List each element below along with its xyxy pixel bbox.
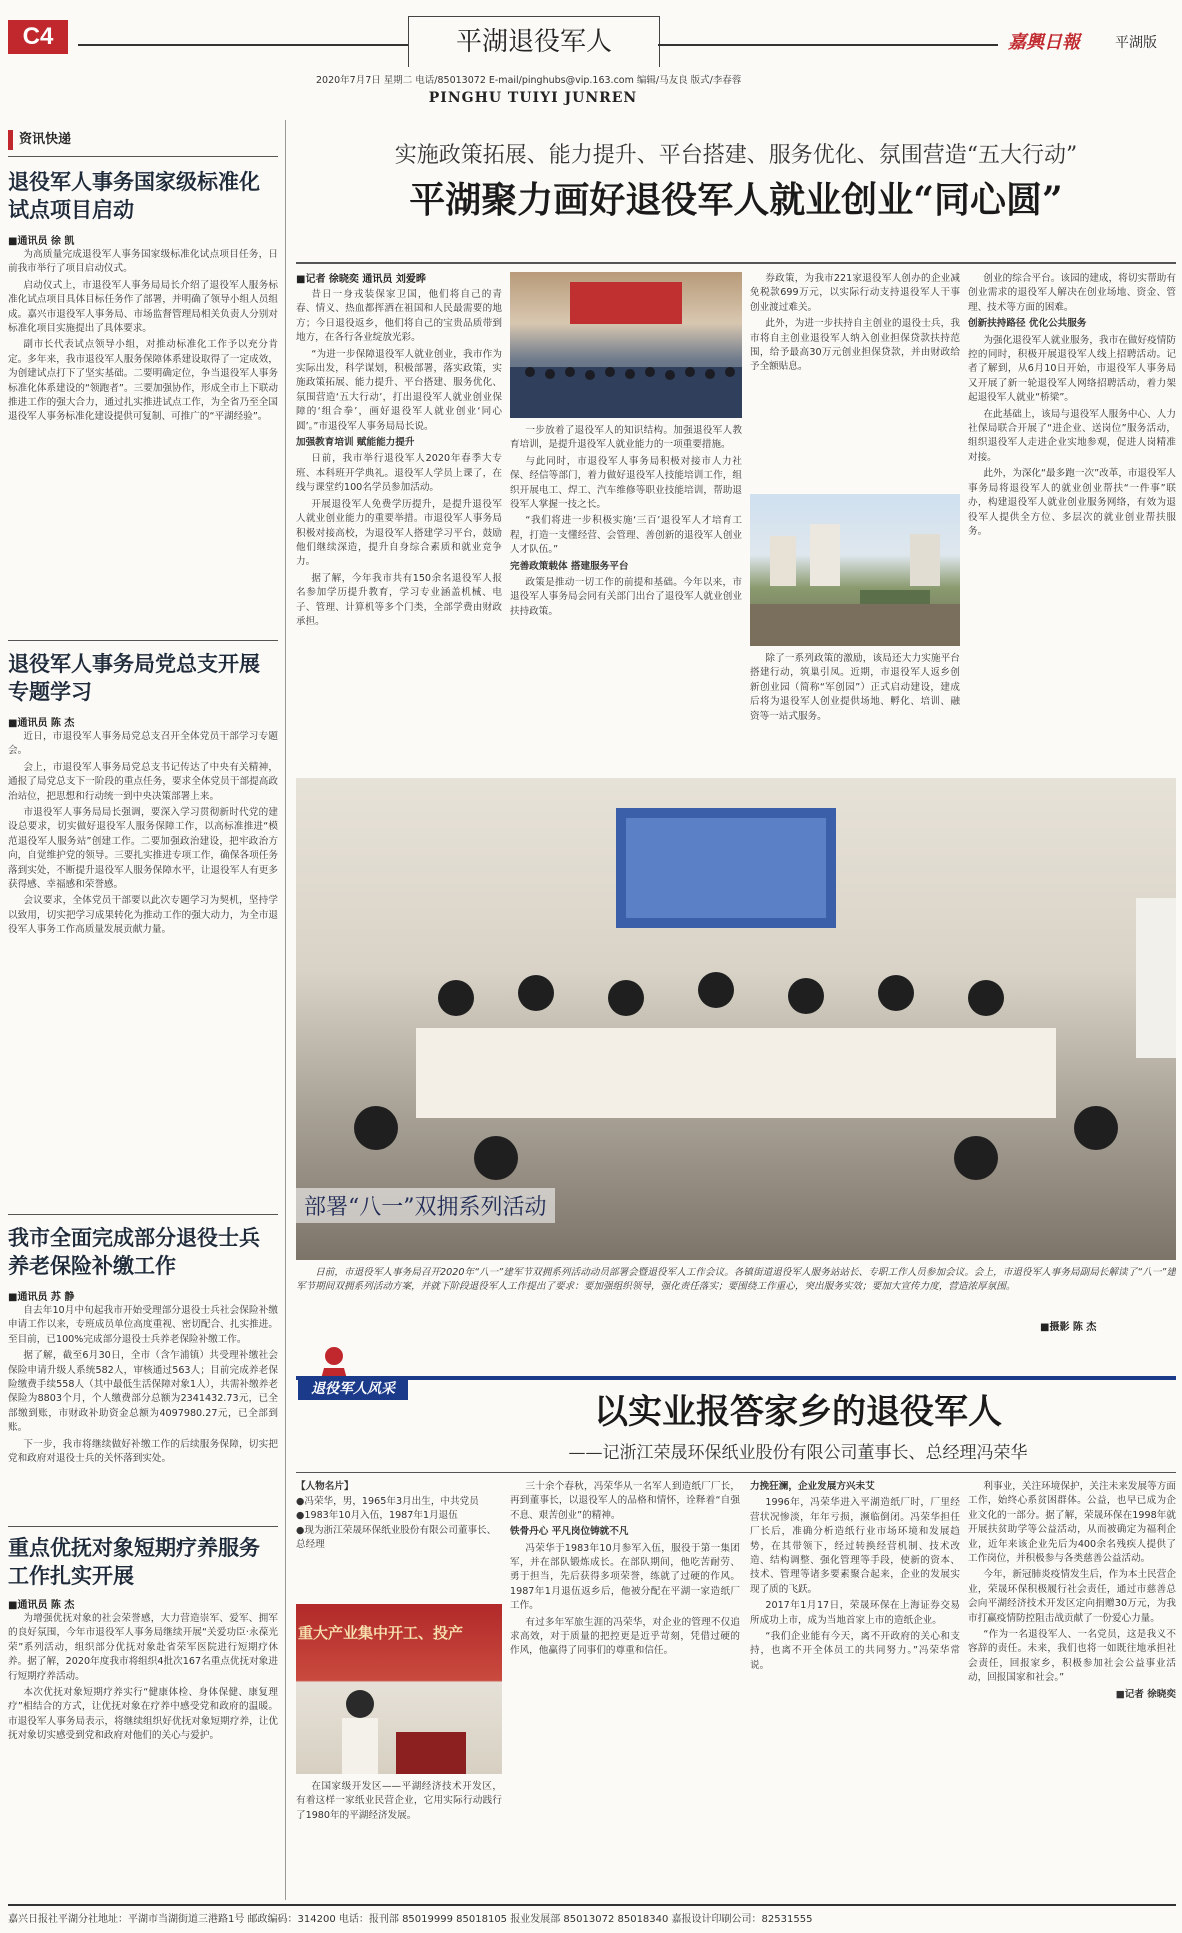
main-paragraph: 此外，为深化“最多跑一次”改革，市退役军人事务局将退役军人的就业创业帮扶“一件事”联办，构建退役军人就业创业服务网络，有效为退役军人提供全方位、多层次的就业创业帮扶服务。: [968, 468, 1176, 537]
main-paragraph: 券政策，为我市221家退役军人创办的企业减免税款699万元，以实际行动支持退役军人干事创业渡过难关。: [750, 273, 960, 313]
main-paragraph: 日前，我市举行退役军人2020年春季大专班、本科班开学典礼。退役军人学员上课了，在线与课堂约100名学员参加活动。: [296, 453, 502, 494]
news1-paragraph: 启动仪式上，市退役军人事务局局长介绍了退役军人服务标准化试点项目具体目标任务作了部署，并明确了领导小组人员组成。嘉兴市退役军人事务局、市场监督管理局相关负责人分别对标准化项目实施提出了具体要求。: [8, 279, 278, 335]
main-paragraph: 开展退役军人免费学历提升，是提升退役军人就业创业能力的重要举措。市退役军人事务局积极对接高校，为退役军人搭建学习平台，鼓励他们继续深造，提升自身综合素质和就业竞争力。: [296, 498, 502, 568]
profile-portrait-photo: [296, 1604, 502, 1774]
news4-title: 重点优抚对象短期疗养服务工作扎实开展: [8, 1535, 260, 1588]
profile-paragraph: “我们企业能有今天，离不开政府的关心和支持，也离不开全体员工的共同努力。”冯荣华常说。: [750, 1631, 960, 1671]
profile-tag-bar: [296, 1376, 1176, 1380]
bio-card: [296, 1480, 502, 1600]
profile-byline: ■记者 徐晓奕: [1115, 1688, 1176, 1700]
main-col-1: [296, 288, 502, 770]
profile-paragraph: 三十余个春秋，冯荣华从一名军人到造纸厂厂长，再到董事长，以退役军人的品格和情怀，诠释着“自强不息、艰苦创业”的精神。: [510, 1481, 740, 1521]
divider: [8, 1214, 278, 1215]
meeting-photo-graphic: [510, 272, 742, 418]
main-subhead: 加强教育培训 赋能能力提升: [296, 437, 415, 449]
news2-paragraph: 市退役军人事务局局长强调，要深入学习贯彻新时代党的建设总要求，切实做好退役军人服务保障工作，以高标准推进“模范退役军人服务站”创建工作。二要加强政治建设，把牢政治方向，自觉维护党的领导。三要扎实推进专项工作，确保各项任务落到实处，不断提升退役军人服务保障水平，让退役军人有更多获得感、幸福感和荣誉感。: [8, 807, 278, 891]
news-tag: 资讯快递: [8, 130, 91, 150]
main-col-4: [750, 272, 960, 490]
news2-paragraph: 会上，市退役军人事务局党总支书记传达了中央有关精神，通报了局党总支下一阶段的重点任务，要求全体党员干部提高政治站位，把思想和行动统一到中央决策部署上来。: [8, 761, 278, 802]
divider: [8, 156, 278, 157]
news3-byline: ■通讯员 苏 静: [8, 1292, 75, 1303]
profile-paragraph: 冯荣华于1983年10月参军入伍，服役于第一集团军，并在部队锻炼成长。在部队期间，他吃苦耐劳、勇于担当，先后获得多项荣誉，练就了过硬的作风。1987年1月退伍返乡后，他被分配在平湖一家造纸厂工作。: [510, 1542, 740, 1612]
date-line: 2020年7月7日 星期二 电话/85013072 E-mail/pinghubs@vip.163.com 编辑/马友良 版式/李春蓉: [316, 75, 742, 86]
footer-rule: [8, 1904, 1176, 1906]
profile-subhead: 力挽狂澜，企业发展方兴未艾: [750, 1481, 875, 1492]
main-paragraph: “为进一步保障退役军人就业创业，我市作为实际出发，科学谋划，积极部署，落实政策，实施政策拓展、能力提升、平台搭建、服务优化、氛围营造‘五大行动’，打出退役军人就业创业保障的‘组合拳’，画好退役军人就业创业‘同心圆’。”市退役军人事务局局长说。: [296, 348, 502, 432]
profile-caption-text: 在国家级开发区——平湖经济技术开发区，有着这样一家纸业民营企业，它用实际行动践行了1980年的平湖经济发展。: [296, 1781, 502, 1821]
bio-label: 【人物名片】: [296, 1481, 354, 1492]
pinyin-line: PINGHU TUIYI JUNREN: [428, 90, 638, 106]
edition-label: 平湖版: [1115, 35, 1157, 51]
news4-paragraph: 为增强优抚对象的社会荣誉感，大力营造崇军、爱军、拥军的良好氛围，今年市退役军人事务局继续开展“关爱功臣·永葆光荣”系列活动，组织部分优抚对象赴省荣军医院进行短期疗休养。据了解，2020年度我市将组织4批次167名重点优抚对象进行短期疗养活动。: [8, 1613, 278, 1682]
news2-body: [8, 730, 278, 1208]
news3-paragraph: 自去年10月中旬起我市开始受理部分退役士兵社会保险补缴申请工作以来，专班成员单位高度重视、密切配合、扎实推进。至目前，已100%完成部分退役士兵养老保险补缴工作。: [8, 1305, 278, 1345]
bio-item: ●1983年10月入伍，1987年1月退伍: [296, 1510, 458, 1522]
footer-text: 嘉兴日报社平湖分社地址：平湖市当湖街道三港路1号 邮政编码：314200 电话：报刊部 85019999 85018105 报业发展部 85013072 85018340 嘉报设计印刷公司：82531555: [8, 1914, 813, 1925]
news1-byline: ■通讯员 徐 凯: [8, 236, 75, 247]
divider: [296, 1472, 1176, 1473]
main-byline: ■记者 徐晓奕 通讯员 刘爱晔: [296, 274, 426, 285]
construction-site-graphic: [750, 494, 960, 646]
main-headline: 平湖聚力画好退役军人就业创业“同心圆”: [409, 179, 1063, 221]
bayi-meeting-photo: [296, 778, 1176, 1260]
header-left-rule: [78, 44, 408, 46]
photo-banner-text: 重大产业集中开工、投产: [298, 1624, 464, 1642]
main-paragraph: 一步放着了退役军人的知识结构。加强退役军人教育培训，是提升退役军人就业能力的一项重要措施。: [510, 425, 742, 451]
news1-paragraph: 副市长代表试点领导小组，对推动标准化工作予以充分肯定。多年来，我市退役军人服务保障体系建设取得了一定成效，为创建试点打下了坚实基础。二要明确定位，争当退役军人事务标准化体系建设的“领跑者”。三要加强协作，形成全市上下联动推进工作的强大合力，通过扎实推进试点工作，为全省乃至全国退役军人事务标准化建设提供可复制、可推广的“平湖经验”。: [8, 339, 278, 423]
news2-byline: ■通讯员 陈 杰: [8, 718, 75, 729]
profile-col-1: [510, 1480, 740, 1896]
main-col-5: [968, 272, 1176, 770]
photo-overlay-title: 部署“八一”双拥系列活动: [296, 1188, 555, 1223]
news3-body: [8, 1304, 278, 1520]
profile-subhead: 铁骨丹心 平凡岗位铸就不凡: [510, 1526, 629, 1538]
profile-section-tag: 退役军人风采: [298, 1378, 408, 1400]
main-paragraph: 昔日一身戎装保家卫国，他们将自己的青春、情义、热血都挥洒在祖国和人民最需要的地方；今日退役返乡，他们将自己的宝贵品质带到地方，在各行各业绽放光彩。: [296, 289, 502, 344]
profile-paragraph: 有过多年军旅生涯的冯荣华，对企业的管理不仅追求高效，对于质量的把控更是近乎苛刻，凭借过硬的作风，他赢得了同事们的尊重和信任。: [510, 1616, 740, 1657]
news2-paragraph: 近日，市退役军人事务局党总支召开全体党员干部学习专题会。: [8, 731, 278, 757]
page-code-badge: C4: [8, 20, 68, 54]
photo-caption-text: 日前，市退役军人事务局召开2020年“八一”建军节双拥系列活动动员部署会暨退役军人工作会议。各镇街道退役军人服务站站长、专职工作人员参加会议。会上，市退役军人事务局副局长解读了“八一”建军节期间双拥系列活动方案，并就下阶段退役军人工作提出了要求：要加强组织领导，强化责任落实；要围绕工作重心，突出服务实效；要加大宣传力度，营造浓厚氛围。: [296, 1267, 1176, 1292]
main-paragraph: 除了一系列政策的激励，该局还大力实施平台搭建行动，筑巢引凤。近期，市退役军人返乡创新创业园（简称“军创园”）正式启动建设，建成后将为退役军人创业提供场地、孵化、培训、融资等一站式服务。: [750, 653, 960, 722]
main-paragraph: 为强化退役军人就业服务，我市在做好疫情防控的同时，积极开展退役军人线上招聘活动。记者了解到，从6月10日开始，市退役军人事务局又开展了新一轮退役军人网络招聘活动，着力架起退役军人就业“桥梁”。: [968, 334, 1176, 404]
main-paragraph: 政策是推动一切工作的前提和基础。今年以来，市退役军人事务局会同有关部门出台了退役军人就业创业扶持政策。: [510, 577, 742, 617]
main-subhead: 完善政策载体 搭建服务平台: [510, 560, 629, 572]
bio-item: ●冯荣华，男，1965年3月出生，中共党员: [296, 1495, 479, 1507]
main-paragraph: “我们将进一步积极实施‘三百’退役军人才培育工程，打造一支懂经营、会管理、善创新的退役军人创业人才队伍。”: [510, 515, 742, 556]
main-paragraph: 据了解，今年我市共有150余名退役军人报名参加学历提升教育，学习专业涵盖机械、电子、管理、计算机等多个门类，全部学费由财政承担。: [296, 572, 502, 627]
divider: [296, 262, 1176, 264]
news3-title: 我市全面完成部分退役士兵养老保险补缴工作: [8, 1225, 260, 1278]
profile-paragraph: 利事业，关注环境保护，关注未来发展等方面工作，始终心系贫困群体。公益，也早已成为企业文化的一部分。据了解，荣晟环保在1998年就开展扶贫助学等公益活动，从而被确定为福利企业，近年来该企业先后为400余名残疾人提供了工作岗位，并积极参与各类慈善公益活动。: [968, 1481, 1176, 1565]
divider: [8, 1526, 278, 1527]
paper-name: 嘉興日報: [1008, 32, 1080, 53]
profile-paragraph: 2017年1月17日，荣晟环保在上海证券交易所成功上市，成为当地首家上市的造纸企业。: [750, 1600, 960, 1626]
divider: [8, 640, 278, 641]
news4-paragraph: 本次优抚对象短期疗养实行“健康体检、身体保健、康复理疗”相结合的方式，让优抚对象在疗养中感受党和政府的温暖。市退役军人事务局表示，将继续组织好优抚对象短期疗养，让优抚对象切实感受到党和政府对他们的关心与爱护。: [8, 1687, 278, 1742]
photo-credit: ■摄影 陈 杰: [1040, 1322, 1097, 1333]
profile-paragraph: “作为一名退役军人、一名党员，这是我义不容辞的责任。未来，我们也将一如既往地承担社会责任，回报家乡，积极参加社会公益事业活动，回报国家和社会。”: [968, 1629, 1176, 1684]
news1-paragraph: 为高质量完成退役军人事务国家级标准化试点项目任务，日前我市举行了项目启动仪式。: [8, 249, 278, 275]
bayi-photo-caption: [296, 1266, 1176, 1312]
section-title: 平湖退役军人: [408, 16, 660, 67]
construction-site-photo: [750, 494, 960, 646]
main-paragraph: 与此同时，市退役军人事务局积极对接市人力社保、经信等部门，着力做好退役军人技能培训工作，组织开展电工、焊工、汽车维修等职业技能培训，帮助退役军人掌握一技之长。: [510, 455, 742, 511]
news3-paragraph: 据了解，截至6月30日，全市（含乍浦镇）共受理补缴社会保险申请升级人系统582人，审核通过563人；目前完成养老保险缴费手续558人（其中最低生活保障对象1人），共需补缴养老保险为8803个月，个人缴费部分总额为2341432.73元，已全部缴到账，市财政补助资金总额为4097980.27元，已全部到账。: [8, 1350, 278, 1434]
meeting-photo: [510, 272, 742, 418]
bio-item: ●现为浙江荣晟环保纸业股份有限公司董事长、总经理: [296, 1524, 497, 1551]
profile-subheadline: ——记浙江荣晟环保纸业股份有限公司董事长、总经理冯荣华: [568, 1443, 1028, 1463]
profile-col-3: [968, 1480, 1176, 1896]
profile-col-2: [750, 1480, 960, 1896]
news1-body: [8, 248, 278, 634]
header-right-rule: [658, 44, 998, 46]
column-separator: [285, 120, 286, 1900]
profile-paragraph: 1996年，冯荣华进入平湖造纸厂时，厂里经营状况惨淡，年年亏损，濒临倒闭。冯荣华担任厂长后，准确分析造纸行业市场环境和发展趋势，在其带领下，经过转换经营机制、技术改造、结构调整、强化管理等手段，使新的资本、技术、管理等诸多要素聚合起来，企业的发展实现了质的飞跃。: [750, 1497, 960, 1595]
main-paragraph: 此外，为进一步扶持自主创业的退役士兵，我市将自主创业退役军人纳入创业担保贷款扶持范围，给予最高30万元创业担保贷款，并由财政给予全额贴息。: [750, 318, 960, 373]
news1-title: 退役军人事务国家级标准化试点项目启动: [8, 169, 260, 222]
main-paragraph: 在此基础上，该局与退役军人服务中心、人力社保局联合开展了“进企业、送岗位”服务活动，组织退役军人走进企业实地参观，促进人岗精准对接。: [968, 408, 1176, 463]
news2-title: 退役军人事务局党总支开展专题学习: [8, 651, 260, 704]
main-subhead: 创新扶持路径 优化公共服务: [968, 318, 1087, 330]
main-col-3: [510, 424, 742, 770]
profile-headline: 以实业报答家乡的退役军人: [594, 1392, 1002, 1432]
news2-paragraph: 会议要求，全体党员干部要以此次专题学习为契机，坚持学以致用，切实把学习成果转化为推动工作的强大动力，为全市退役军人事务工作高质量发展贡献力量。: [8, 895, 278, 936]
main-paragraph: 创业的综合平台。该园的建成，将切实帮助有创业需求的退役军人解决在创业场地、资金、管理、技术等方面的困难。: [968, 273, 1176, 313]
main-col-4b: [750, 652, 960, 770]
profile-photo-caption: [296, 1780, 502, 1896]
news4-body: [8, 1612, 278, 1896]
speaker-graphic: [296, 1604, 502, 1774]
news4-byline: ■通讯员 陈 杰: [8, 1600, 75, 1611]
profile-paragraph: 今年，新冠肺炎疫情发生后，作为本土民营企业，荣晟环保积极履行社会责任，通过市慈善总会向平湖经济技术开发区定向捐赠30万元，为我市打赢疫情防控阻击战贡献了一份爱心力量。: [968, 1569, 1176, 1624]
news3-paragraph: 下一步，我市将继续做好补缴工作的后续服务保障，切实把党和政府对退役士兵的关怀落到实处。: [8, 1438, 278, 1465]
main-kicker: 实施政策拓展、能力提升、平台搭建、服务优化、氛围营造“五大行动”: [394, 143, 1078, 168]
